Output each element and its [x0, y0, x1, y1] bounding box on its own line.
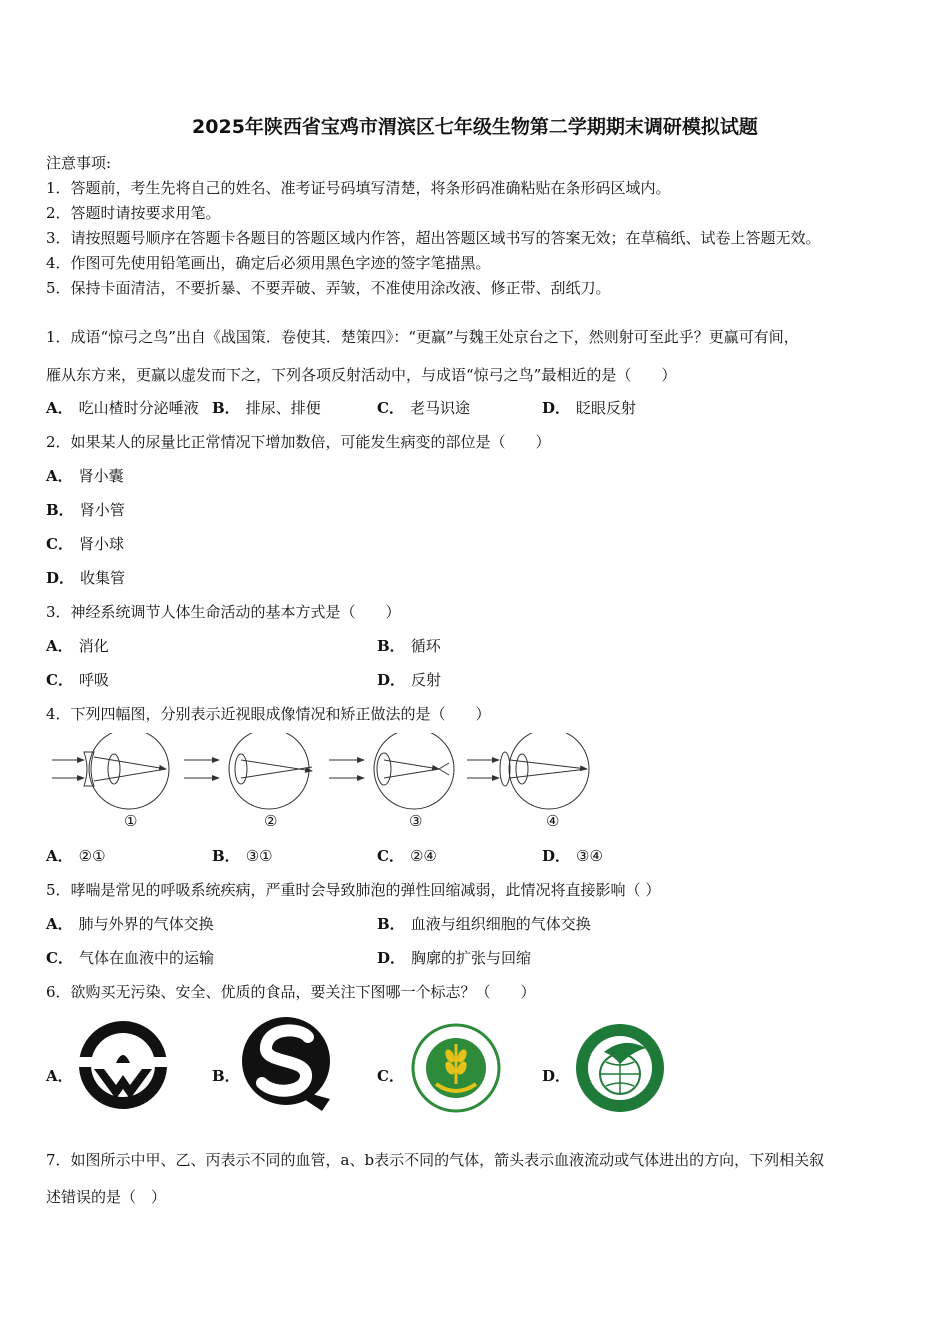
- q4-option-a[interactable]: A． ②①: [46, 847, 106, 865]
- q6-option-c-label[interactable]: C．: [377, 1067, 404, 1085]
- notice-heading: 注意事项:: [46, 154, 112, 172]
- notice-item: 1．答题前，考生先将自己的姓名、准考证号码填写清楚，将条形码准确粘贴在条形码区域内。: [46, 179, 671, 197]
- q1-stem-line2: 雁从东方来，更赢以虚发而下之，下列各项反射活动中，与成语“惊弓之鸟”最相近的是（ ）: [46, 366, 677, 384]
- q6-option-d-label[interactable]: D．: [542, 1067, 571, 1085]
- q1-option-d[interactable]: D． 眨眼反射: [542, 399, 637, 417]
- notice-item: 4．作图可先使用铅笔画出，确定后必须用黑色字迹的签字笔描黑。: [46, 254, 491, 272]
- notice-item: 5．保持卡面清洁，不要折暴、不要弄破、弄皱，不准使用涂改液、修正带、刮纸刀。: [46, 279, 611, 297]
- q5-option-c[interactable]: C． 气体在血液中的运输: [46, 949, 214, 967]
- eye-diagram-3: [329, 733, 454, 809]
- environmental-labelling-logo[interactable]: [574, 1022, 666, 1114]
- q3-stem: 3．神经系统调节人体生命活动的基本方式是（ ）: [46, 603, 401, 621]
- q3-option-d[interactable]: D． 反射: [377, 671, 442, 689]
- q5-stem: 5．哮喘是常见的呼吸系统疾病，严重时会导致肺泡的弹性回缩减弱，此情况将直接影响（ ）: [46, 881, 661, 899]
- figure-label-1: ①: [124, 812, 138, 830]
- q2-stem: 2．如果某人的尿量比正常情况下增加数倍，可能发生病变的部位是（ ）: [46, 433, 551, 451]
- eye-diagram-4: [467, 733, 589, 809]
- quality-safety-logo[interactable]: [238, 1013, 334, 1113]
- q2-option-a[interactable]: A． 肾小囊: [46, 467, 124, 485]
- q1-option-b[interactable]: B． 排尿、排便: [212, 399, 321, 417]
- q4-option-b[interactable]: B． ③①: [212, 847, 273, 865]
- q3-option-b[interactable]: B． 循环: [377, 637, 441, 655]
- q2-option-d[interactable]: D． 收集管: [46, 569, 126, 587]
- notice-item: 2．答题时请按要求用笔。: [46, 204, 221, 222]
- eye-diagram-1: [52, 733, 169, 809]
- q7-stem-line2: 述错误的是（ ）: [46, 1188, 167, 1206]
- page-title: 2025年陕西省宝鸡市渭滨区七年级生物第二学期期末调研模拟试题: [192, 116, 758, 138]
- q3-option-a[interactable]: A． 消化: [46, 637, 109, 655]
- q4-option-c[interactable]: C． ②④: [377, 847, 437, 865]
- q6-option-a-label[interactable]: A．: [46, 1067, 73, 1085]
- pollution-free-logo[interactable]: [410, 1022, 502, 1114]
- q4-stem: 4．下列四幅图，分别表示近视眼成像情况和矫正做法的是（ ）: [46, 705, 491, 723]
- q7-stem-line1: 7．如图所示中甲、乙、丙表示不同的血管，a、b表示不同的气体，箭头表示血液流动或气体进出的方向，下列相关叙: [46, 1151, 825, 1169]
- figure-label-3: ③: [409, 812, 423, 830]
- q1-stem-line1: 1．成语“惊弓之鸟”出自《战国策．卷使其．楚策四》：“更赢”与魏王处京台之下，然则射可至此乎？更赢可有间，: [46, 328, 799, 346]
- q2-option-b[interactable]: B． 肾小管: [46, 501, 125, 519]
- eye-diagram-2: [184, 733, 312, 809]
- q1-option-c[interactable]: C． 老马识途: [377, 399, 470, 417]
- q4-option-d[interactable]: D． ③④: [542, 847, 603, 865]
- q5-option-b[interactable]: B． 血液与组织细胞的气体交换: [377, 915, 591, 933]
- q6-option-b-label[interactable]: B．: [212, 1067, 240, 1085]
- q3-option-c[interactable]: C． 呼吸: [46, 671, 109, 689]
- q1-option-a[interactable]: A． 吃山楂时分泌唾液: [46, 399, 199, 417]
- qs-mark-logo[interactable]: [76, 1017, 170, 1113]
- q6-stem: 6．欲购买无污染、安全、优质的食品，要关注下图哪一个标志？（ ）: [46, 983, 536, 1001]
- q2-option-c[interactable]: C． 肾小球: [46, 535, 124, 553]
- figure-label-4: ④: [546, 812, 560, 830]
- q5-option-a[interactable]: A． 肺与外界的气体交换: [46, 915, 214, 933]
- notice-item: 3．请按照题号顺序在答题卡各题目的答题区域内作答，超出答题区域书写的答案无效；在草稿纸、试卷上答题无效。: [46, 229, 821, 247]
- q5-option-d[interactable]: D． 胸廓的扩张与回缩: [377, 949, 532, 967]
- figure-label-2: ②: [264, 812, 278, 830]
